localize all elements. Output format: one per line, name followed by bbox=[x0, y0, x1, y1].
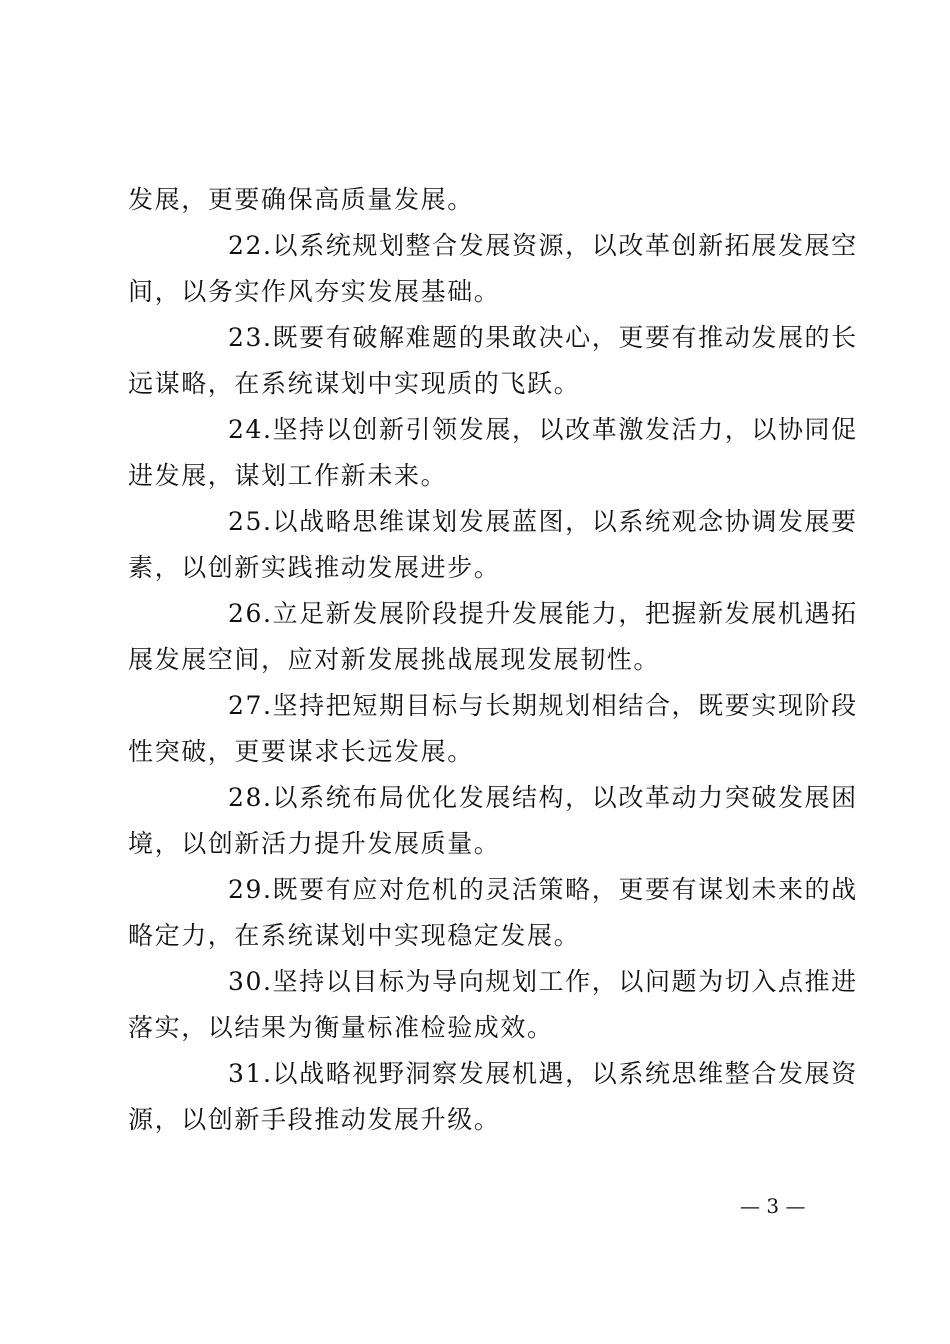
text-line: 素，以创新实践推动发展进步。 bbox=[128, 553, 501, 582]
body-text bbox=[128, 177, 858, 1143]
page-number: — 3 — bbox=[740, 1194, 806, 1218]
list-item-first-line: 31.以战略视野洞察发展机遇，以系统思维整合发展资 bbox=[228, 1059, 858, 1088]
list-item-first-line: 22.以系统规划整合发展资源，以改革创新拓展发展空 bbox=[228, 231, 858, 260]
text-line: 落实，以结果为衡量标准检验成效。 bbox=[128, 1013, 554, 1042]
text-line: 间，以务实作风夯实发展基础。 bbox=[128, 277, 501, 306]
text-line: 进发展，谋划工作新未来。 bbox=[128, 461, 448, 490]
list-item-first-line: 24.坚持以创新引领发展，以改革激发活力，以协同促 bbox=[228, 415, 858, 444]
text-line: 发展，更要确保高质量发展。 bbox=[128, 185, 474, 214]
text-line: 远谋略，在系统谋划中实现质的飞跃。 bbox=[128, 369, 581, 398]
list-item-first-line: 25.以战略思维谋划发展蓝图，以系统观念协调发展要 bbox=[228, 507, 858, 536]
text-line: 略定力，在系统谋划中实现稳定发展。 bbox=[128, 921, 581, 950]
text-line: 展发展空间，应对新发展挑战展现发展韧性。 bbox=[128, 645, 661, 674]
list-item-first-line: 23.既要有破解难题的果敢决心，更要有推动发展的长 bbox=[228, 323, 858, 352]
list-item-first-line: 30.坚持以目标为导向规划工作，以问题为切入点推进 bbox=[228, 967, 858, 996]
list-item-first-line: 29.既要有应对危机的灵活策略，更要有谋划未来的战 bbox=[228, 875, 858, 904]
list-item-first-line: 27.坚持把短期目标与长期规划相结合，既要实现阶段 bbox=[228, 691, 858, 720]
list-item-first-line: 26.立足新发展阶段提升发展能力，把握新发展机遇拓 bbox=[228, 599, 858, 628]
list-item-first-line: 28.以系统布局优化发展结构，以改革动力突破发展困 bbox=[228, 783, 858, 812]
text-line: 性突破，更要谋求长远发展。 bbox=[128, 737, 474, 766]
text-line: 境，以创新活力提升发展质量。 bbox=[128, 829, 501, 858]
text-line: 源，以创新手段推动发展升级。 bbox=[128, 1105, 501, 1134]
